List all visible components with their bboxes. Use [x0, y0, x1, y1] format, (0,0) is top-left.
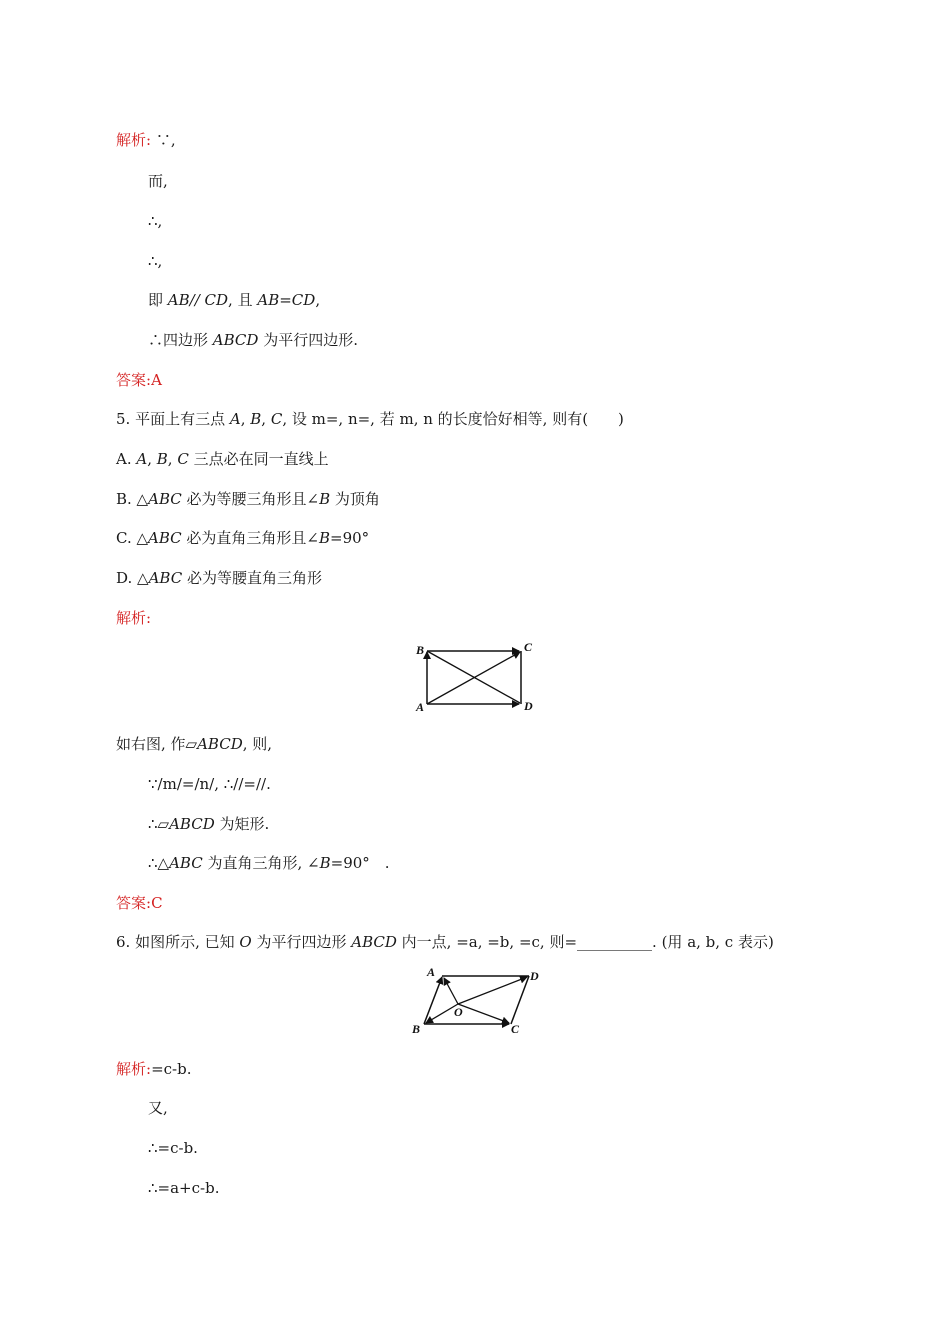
q6-solution-line-0: 解析:=c-b.: [116, 1060, 192, 1078]
solution-text: ∵,: [155, 131, 176, 149]
diagonal-ac: [427, 652, 520, 704]
segment-oa: [444, 978, 458, 1004]
q4-line-5: ∴四边形 ABCD 为平行四边形.: [148, 331, 358, 349]
q5-solution-line-1: 如右图, 作▱ABCD, 则,: [116, 735, 273, 753]
q4-answer: [116, 370, 162, 390]
vertex-label-b: B: [412, 1022, 421, 1036]
q5-solution-line-2: ∵/m/=/n/, ∴//=//.: [148, 775, 271, 793]
vertex-label-a: A: [416, 700, 425, 714]
q5-solution-label: 解析:: [116, 609, 152, 627]
q4-line-3: ∴,: [148, 252, 163, 270]
vertex-label-c: C: [511, 1022, 520, 1036]
q5-stem: 5. 平面上有三点 A, B, C, 设 m=, n=, 若 m, n 的长度恰好相等, 则有( ): [116, 410, 624, 428]
solution-label: 解析:: [116, 1060, 152, 1078]
point-label-o: O: [454, 1005, 463, 1019]
q5-solution-line-3: ∴▱ABCD 为矩形.: [148, 815, 270, 833]
vertex-label-b: B: [416, 643, 425, 657]
q5-option-b: B. △ABC 必为等腰三角形且∠B 为顶角: [116, 490, 380, 508]
vertex-label-c: C: [524, 640, 533, 654]
q6-solution-line-1: 又,: [148, 1099, 168, 1117]
edge-dc: [511, 976, 529, 1024]
solution-label: 解析:: [116, 131, 152, 149]
vertex-label-a: A: [427, 965, 436, 979]
answer-label: 答案:: [116, 894, 152, 912]
q5-option-a: A. A, B, C 三点必在同一直线上: [116, 450, 329, 468]
rectangle-figure: [410, 638, 540, 716]
q5-answer: [116, 893, 163, 913]
q4-line-1: 而,: [148, 172, 168, 190]
segment-oc: [458, 1004, 509, 1023]
diagonal-bd: [427, 651, 520, 703]
edge-ba: [424, 977, 442, 1024]
answer-blank: __________: [577, 933, 653, 951]
q4-line-2: ∴,: [148, 212, 163, 230]
vertex-label-d: D: [530, 969, 539, 983]
vertex-label-d: D: [524, 699, 533, 713]
segment-od: [458, 977, 527, 1004]
q6-stem: 6. 如图所示, 已知 O 为平行四边形 ABCD 内一点, =a, =b, =c, 则=__________. (用 a, b, c 表示): [116, 933, 774, 951]
q4-line-4: 即 AB// CD, 且 AB=CD,: [148, 291, 321, 309]
answer-value: C: [151, 894, 163, 912]
q5-option-d: D. △ABC 必为等腰直角三角形: [116, 569, 322, 587]
parallelogram-figure: [408, 962, 543, 1036]
q5-solution-line-4: ∴△ABC 为直角三角形, ∠B=90° .: [148, 854, 390, 872]
q6-solution-line-3: ∴=a+c-b.: [148, 1179, 220, 1197]
q6-solution-line-2: ∴=c-b.: [148, 1139, 198, 1157]
answer-label: 答案:: [116, 371, 152, 389]
answer-value: A: [151, 371, 162, 389]
q4-solution-line: [116, 130, 176, 150]
q5-option-c: C. △ABC 必为直角三角形且∠B=90°: [116, 529, 370, 547]
